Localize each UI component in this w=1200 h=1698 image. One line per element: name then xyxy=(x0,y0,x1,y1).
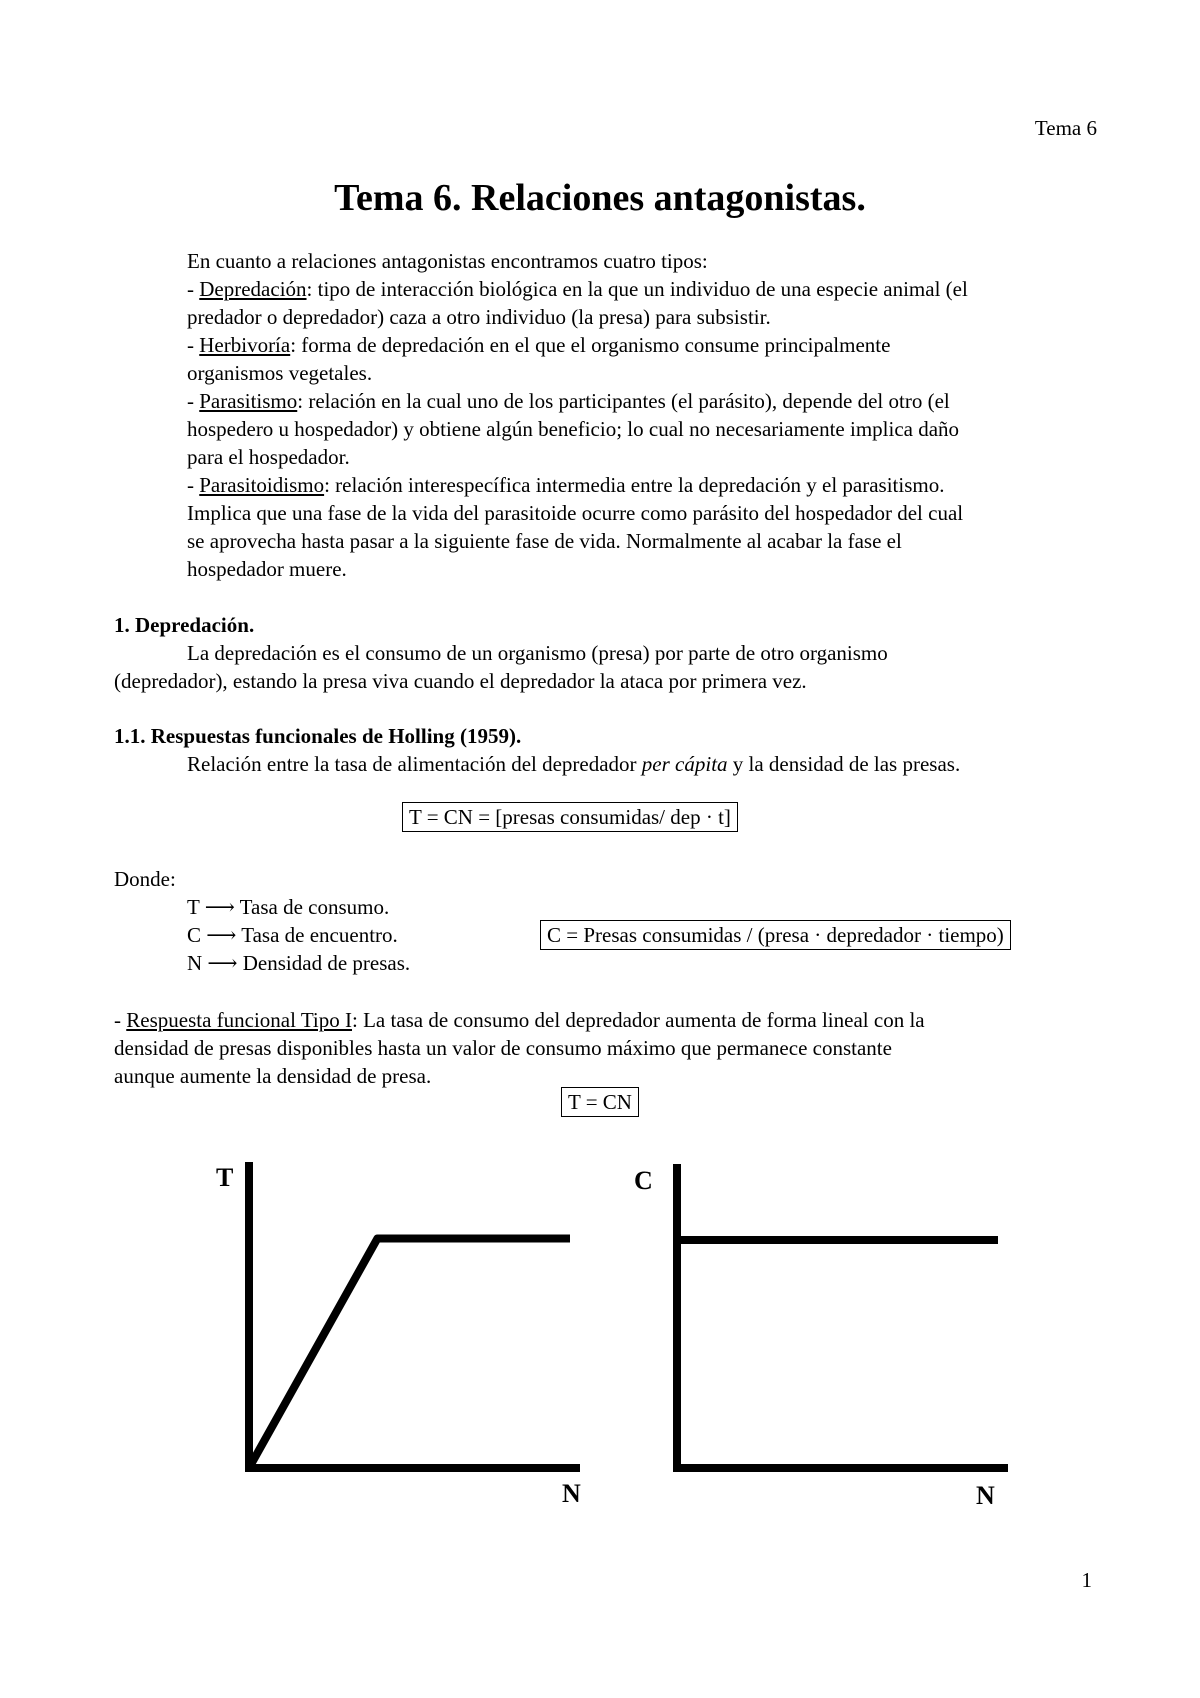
tipo1-line1 xyxy=(114,1006,925,1034)
relation-text-before: Relación entre la tasa de alimentación del depredador xyxy=(187,752,642,776)
item-parasitismo-line3: para el hospedador. xyxy=(187,445,350,469)
donde-label: Donde: xyxy=(114,867,176,891)
section-1-1-heading: 1.1. Respuestas funcionales de Holling (1959). xyxy=(114,724,522,748)
formula-main-box: T = CN = [presas consumidas/ dep · t] xyxy=(402,802,738,832)
section-1-heading: 1. Depredación. xyxy=(114,613,255,637)
item-prefix: - xyxy=(187,473,200,497)
formula-c-box: C = Presas consumidas / (presa · depredador · tiempo) xyxy=(540,920,1011,950)
tipo1-text: : La tasa de consumo del depredador aumenta de forma lineal con la xyxy=(352,1008,925,1032)
def-t: T ⟶ Tasa de consumo. xyxy=(187,895,390,919)
intro-lead: En cuanto a relaciones antagonistas encontramos cuatro tipos: xyxy=(187,249,708,273)
term-parasitismo: Parasitismo xyxy=(199,389,298,413)
item-parasitoidismo-line3: se aprovecha hasta pasar a la siguiente fase de vida. Normalmente al acabar la fase el xyxy=(187,529,902,553)
def-n: N ⟶ Densidad de presas. xyxy=(187,951,411,975)
tipo1-prefix: - xyxy=(114,1008,127,1032)
item-text: : relación interespecífica intermedia entre la depredación y el parasitismo. xyxy=(324,473,945,497)
per-capita-text: per cápita xyxy=(641,752,728,776)
chart-ylabel: C xyxy=(634,1166,653,1195)
item-parasitismo-line1 xyxy=(187,387,950,415)
chart-xlabel: N xyxy=(562,1479,581,1508)
relation-text-after: y la densidad de las presas. xyxy=(727,752,961,776)
page-number: 1 xyxy=(1081,1568,1092,1592)
item-prefix: - xyxy=(187,333,200,357)
chart-series-line xyxy=(249,1239,570,1469)
item-depredacion-line1 xyxy=(187,275,968,303)
section-1-line2: (depredador), estando la presa viva cuando el depredador la ataca por primera vez. xyxy=(114,669,807,693)
item-parasitoidismo-line1 xyxy=(187,471,944,499)
term-herbivoria: Herbivoría xyxy=(199,333,291,357)
chart-ylabel: T xyxy=(216,1163,234,1192)
section-1-line1: La depredación es el consumo de un organismo (presa) por parte de otro organismo xyxy=(187,641,888,665)
term-parasitoidismo: Parasitoidismo xyxy=(199,473,325,497)
section-1-1-line xyxy=(187,750,960,778)
item-parasitismo-line2: hospedero u hospedador) y obtiene algún beneficio; lo cual no necesariamente implica daño xyxy=(187,417,960,441)
def-c: C ⟶ Tasa de encuentro. xyxy=(187,923,398,947)
chart-xlabel: N xyxy=(976,1481,995,1510)
item-depredacion-line2: predador o depredador) caza a otro individuo (la presa) para subsistir. xyxy=(187,305,771,329)
page-title: Tema 6. Relaciones antagonistas. xyxy=(334,177,866,219)
chart-type1-c-vs-n xyxy=(626,1150,1036,1520)
item-prefix: - xyxy=(187,389,200,413)
chart-type1-t-vs-n xyxy=(190,1150,600,1520)
term-depredacion: Depredación xyxy=(199,277,307,301)
term-tipo1: Respuesta funcional Tipo I xyxy=(126,1008,352,1032)
item-parasitoidismo-line4: hospedador muere. xyxy=(187,557,347,581)
item-text: : relación en la cual uno de los participantes (el parásito), depende del otro (el xyxy=(297,389,950,413)
tipo1-line2: densidad de presas disponibles hasta un valor de consumo máximo que permanece constante xyxy=(114,1036,892,1060)
tipo1-line3: aunque aumente la densidad de presa. xyxy=(114,1064,432,1088)
item-herbivoria-line2: organismos vegetales. xyxy=(187,361,373,385)
item-text: : forma de depredación en el que el organismo consume principalmente xyxy=(290,333,891,357)
item-herbivoria-line1 xyxy=(187,331,890,359)
running-header: Tema 6 xyxy=(1034,116,1097,140)
item-parasitoidismo-line2: Implica que una fase de la vida del parasitoide ocurre como parásito del hospedador del cual xyxy=(187,501,964,525)
item-prefix: - xyxy=(187,277,200,301)
item-text: : tipo de interacción biológica en la que un individuo de una especie animal (el xyxy=(306,277,968,301)
formula-tcn-box: T = CN xyxy=(561,1087,639,1117)
